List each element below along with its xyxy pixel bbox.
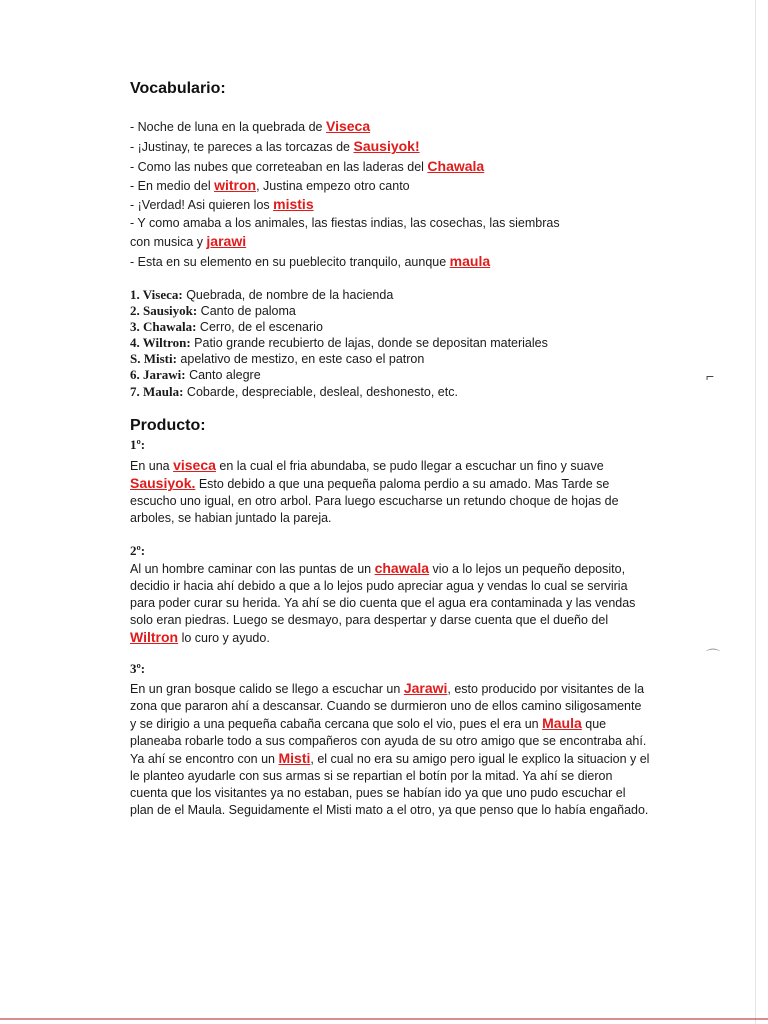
vocab-line: - Como las nubes que correteaban en las laderas del Chawala <box>130 158 485 174</box>
definition-item: 1. Viseca: Quebrada, de nombre de la hacienda <box>130 287 394 302</box>
keyword: Misti <box>278 750 311 766</box>
vocabulary-heading: Vocabulario: <box>130 80 226 97</box>
page-bottom-edge <box>0 1018 768 1020</box>
paragraph-number: 2º: <box>130 543 146 558</box>
vocab-line: - Noche de luna en la quebrada de Viseca <box>130 118 371 134</box>
page-edge <box>755 0 756 1024</box>
keyword: Chawala <box>427 158 485 174</box>
definition-item: 7. Maula: Cobarde, despreciable, desleal, deshonesto, etc. <box>130 384 458 399</box>
paragraph-3: En un gran bosque calido se llego a escuchar un Jarawi, esto producido por visitantes de la zona que pararon ahí a descansar. Cuando se durmieron uno de ellos camino siligosamente y se dirigio a una pequeña cabaña cercana que solo el vio, pues el era un Maula que planeaba robarle todo a sus compañeros con ayuda de su otro amigo que se encontraba ahí. Ya ahí se encontro con un Misti, el cual no era su amigo pero igual le explico la situacion y el le planteo ayudarle con sus armas si se repartian el botín por la mitad. Ya ahí se dieron cuenta que los visitantes ya no estaban, pues se habían ido ya que uno pudo escuchar el plan de el Maula. Seguidamente el Misti mato a el otro, ya que penso que lo había engañado. <box>130 680 650 817</box>
vocab-line: - En medio del witron, Justina empezo otro canto <box>130 177 410 193</box>
scan-mark: ⌐ <box>706 368 715 384</box>
keyword: Maula <box>542 715 582 731</box>
definition-item: 6. Jarawi: Canto alegre <box>130 367 261 382</box>
paragraph-2: Al un hombre caminar con las puntas de un chawala vio a lo lejos un pequeño deposito, decidio ir hacia ahí debido a que a lo lejos pudo apreciar agua y vendas lo cual se serviria para poder curar su herida. Ya ahí se dio cuenta que el agua era contaminada y las vendas solo eran piedras. Luego se desmayo, para despertar y darse cuenta que el dueño del Wiltron lo curo y ayudo. <box>130 560 636 645</box>
definition-item: 2. Sausiyok: Canto de paloma <box>130 303 296 318</box>
vocab-line: - ¡Justinay, te pareces a las torcazas de Sausiyok! <box>130 138 420 154</box>
vocab-line: con musica y jarawi <box>130 233 247 249</box>
producto-heading: Producto: <box>130 417 206 434</box>
definition-item: 4. Wiltron: Patio grande recubierto de lajas, donde se depositan materiales <box>130 335 548 350</box>
keyword: chawala <box>374 560 430 576</box>
vocab-line: - Y como amaba a los animales, las fiestas indias, las cosechas, las siembras <box>130 216 560 230</box>
definition-item: S. Misti: apelativo de mestizo, en este caso el patron <box>130 351 425 366</box>
definition-item: 3. Chawala: Cerro, de el escenario <box>130 319 323 334</box>
keyword: jarawi <box>206 233 247 249</box>
keyword: Wiltron <box>130 629 179 645</box>
keyword: viseca <box>173 457 216 473</box>
paragraph-number: 1º: <box>130 437 146 452</box>
keyword: Viseca <box>325 118 371 134</box>
vocab-line: - Esta en su elemento en su pueblecito tranquilo, aunque maula <box>130 253 491 269</box>
scan-mark: ⌒ <box>706 648 720 664</box>
vocab-line: - ¡Verdad! Asi quieren los mistis <box>130 196 314 212</box>
keyword: Sausiyok! <box>353 138 420 154</box>
keyword: mistis <box>273 196 314 212</box>
keyword: maula <box>449 253 491 269</box>
paragraph-number: 3º: <box>130 661 146 676</box>
keyword: witron <box>214 177 257 193</box>
paragraph-1: En una viseca en la cual el fria abundaba, se pudo llegar a escuchar un fino y suave Sausiyok. Esto debido a que una pequeña paloma perdio a su amado. Mas Tarde se escucho uno igual, en otro arbol. Para luego escucharse un retundo choque de hojas de arboles, se habian juntado la pareja. <box>130 457 619 525</box>
keyword: Sausiyok. <box>130 475 196 491</box>
keyword: Jarawi <box>403 680 448 696</box>
